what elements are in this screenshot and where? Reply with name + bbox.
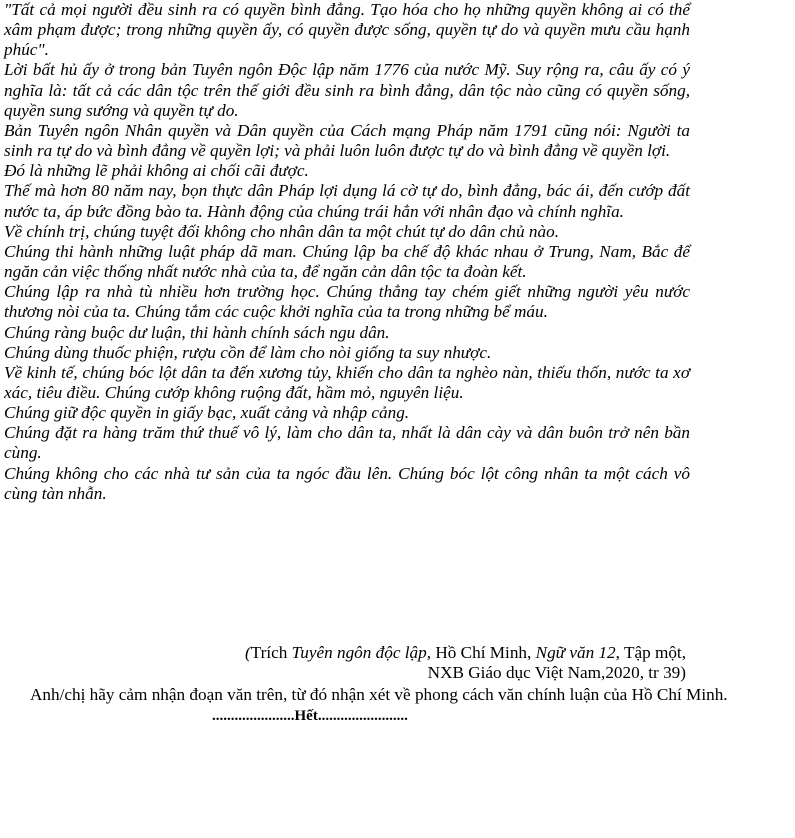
citation-volume: , Tập một, xyxy=(615,643,686,662)
citation-line-1 xyxy=(0,643,686,663)
passage-paragraph-9: Chúng ràng buộc dư luận, thi hành chính sách ngu dân. xyxy=(4,322,390,342)
passage-paragraph-13: Chúng đặt ra hàng trăm thứ thuế vô lý, làm cho dân ta, nhất là dân cày và dân buôn trở nên bần cùng. xyxy=(4,423,690,463)
passage-paragraph-12: Chúng giữ độc quyền in giấy bạc, xuất cảng và nhập cảng. xyxy=(4,403,410,423)
passage-paragraph-10: Chúng dùng thuốc phiện, rượu cồn để làm cho nòi giống ta suy nhược. xyxy=(4,342,492,362)
passage-paragraph-2: Lời bất hủ ấy ở trong bản Tuyên ngôn Độc lập năm 1776 của nước Mỹ. Suy rộng ra, câu ấy có ý nghĩa là: tất cả các dân tộc trên thế giới đều sinh ra bình đẳng, dân tộc nào cũng có quyền sống, quyền sung sướng và quyền tự do. xyxy=(4,60,690,120)
citation xyxy=(0,643,686,683)
end-marker xyxy=(212,706,408,726)
end-dots-right: ........................ xyxy=(317,708,408,724)
citation-open-paren: ( xyxy=(244,643,251,662)
end-label: Hết xyxy=(294,708,318,724)
passage-paragraph-8: Chúng lập ra nhà tù nhiều hơn trường học. Chúng thẳng tay chém giết những người yêu nước thương nòi của ta. Chúng tắm các cuộc khởi nghĩa của ta trong những bể máu. xyxy=(4,282,690,322)
passage-paragraph-6: Về chính trị, chúng tuyệt đối không cho nhân dân ta một chút tự do dân chủ nào. xyxy=(4,221,559,241)
passage-paragraph-5: Thế mà hơn 80 năm nay, bọn thực dân Pháp lợi dụng lá cờ tự do, bình đẳng, bác ái, đến cướp đất nước ta, áp bức đồng bào ta. Hành động của chúng trái hẳn với nhân đạo và chính nghĩa. xyxy=(4,181,690,221)
citation-line-2 xyxy=(0,663,686,683)
passage-paragraph-7: Chúng thi hành những luật pháp dã man. Chúng lập ba chế độ khác nhau ở Trung, Nam, Bắc để ngăn cản việc thống nhất nước nhà của ta, để ngăn cản dân tộc ta đoàn kết. xyxy=(4,241,690,282)
citation-prefix: Trích xyxy=(250,643,292,662)
citation-author: Hồ Chí Minh, xyxy=(431,643,536,662)
citation-work-title: Tuyên ngôn độc lập, xyxy=(291,643,432,662)
passage-paragraph-3: Bản Tuyên ngôn Nhân quyền và Dân quyền của Cách mạng Pháp năm 1791 cũng nói: Người ta sinh ra tự do và bình đẳng về quyền lợi; và phải luôn luôn được tự do và bình đẳng về quyền lợi. xyxy=(4,120,690,161)
passage xyxy=(4,0,690,504)
end-dots-left: ...................... xyxy=(212,708,295,724)
passage-paragraph-4: Đó là những lẽ phải không ai chối cãi được. xyxy=(4,161,309,181)
citation-publisher: NXB Giáo dục Việt Nam,2020, tr 39) xyxy=(427,663,686,683)
essay-question: Anh/chị hãy cảm nhận đoạn văn trên, từ đó nhận xét về phong cách văn chính luận của Hồ Chí Minh. xyxy=(30,685,728,704)
passage-paragraph-14: Chúng không cho các nhà tư sản của ta ngóc đầu lên. Chúng bóc lột công nhân ta một cách vô cùng tàn nhẫn. xyxy=(4,463,690,503)
passage-paragraph-11: Về kinh tế, chúng bóc lột dân ta đến xương tủy, khiến cho dân ta nghèo nàn, thiếu thốn, nước ta xơ xác, tiêu điều. Chúng cướp không ruộng đất, hầm mỏ, nguyên liệu. xyxy=(4,362,690,402)
citation-textbook: Ngữ văn 12 xyxy=(535,643,616,662)
passage-paragraph-1: "Tất cả mọi người đều sinh ra có quyền bình đẳng. Tạo hóa cho họ những quyền không ai có thể xâm phạm được; trong những quyền ấy, có quyền được sống, quyền tự do và quyền mưu cầu hạnh phúc". xyxy=(4,0,690,60)
